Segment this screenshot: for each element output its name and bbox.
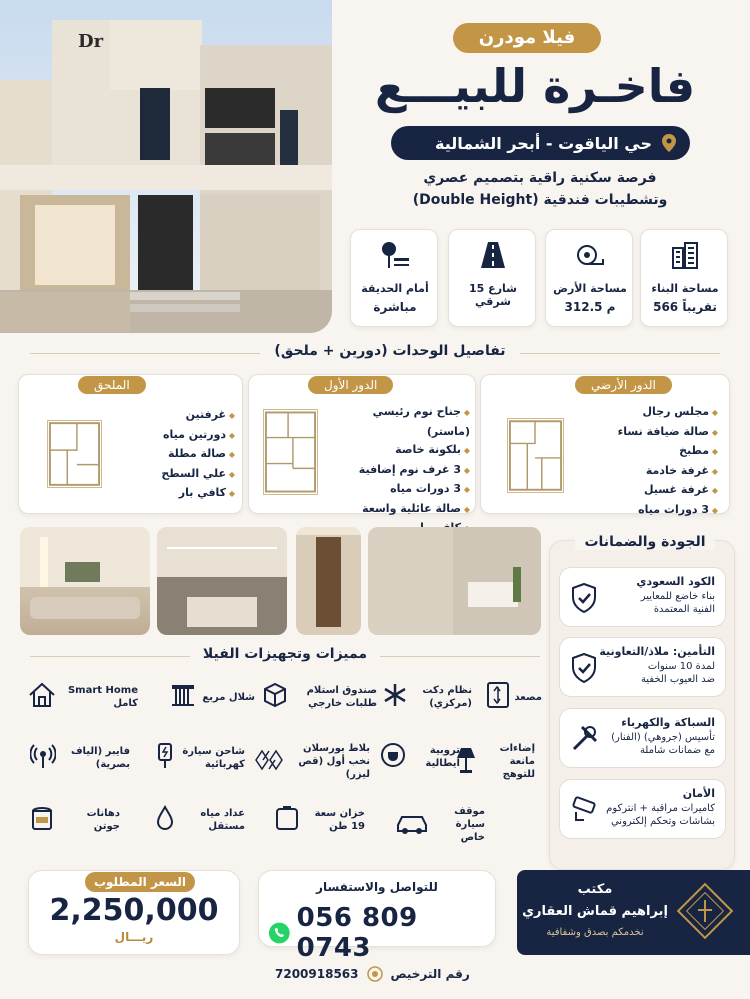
feature-text: خزان سعة 19 طن (314, 808, 365, 832)
price-value: 2,250,000 (49, 893, 219, 928)
shield-check-icon (570, 582, 598, 618)
stat-card (640, 229, 728, 327)
quality-card-line: كاميرات مراقبة + انتركوم (606, 803, 715, 814)
living-room-photo (20, 527, 150, 635)
unit-list-item: ◆ بلكونة خاصة (330, 441, 470, 461)
page-title: فاخـرة للبيـــع (374, 59, 696, 113)
water-drop-icon (155, 805, 175, 835)
unit-list-ground (588, 403, 718, 520)
waterfall-icon (170, 682, 196, 712)
villa-photo (0, 0, 332, 333)
phone-number-link[interactable] (268, 903, 490, 963)
unit-list-annex (140, 406, 235, 504)
floor-plan-first (263, 409, 318, 495)
stat-label: مساحة البناء (651, 282, 719, 295)
units-heading-note: (دورين + ملحق) (274, 343, 388, 359)
feature-text: مصعد (514, 691, 542, 703)
bathroom-photo (368, 527, 541, 635)
quality-card (559, 567, 726, 627)
quality-card-line: لمدة 10 سنوات (647, 661, 715, 672)
feature-text: إضاءات مانعة للتوهج (499, 743, 535, 780)
tank-icon (275, 805, 299, 835)
box-icon (262, 682, 288, 712)
quality-card (559, 637, 726, 697)
license-seal-icon (367, 966, 383, 982)
units-heading-line-right (520, 353, 720, 354)
unit-title-first: الدور الأول (308, 376, 393, 394)
description-line-1: فرصة سكنية راقية بتصميم عصري (423, 170, 657, 186)
unit-list-item: ◆ مجلس رجال (588, 403, 718, 423)
quality-card (559, 779, 726, 839)
location-text: حي الياقوت - أبحر الشمالية (435, 133, 652, 153)
feature-text: صندوق استلام طلبات خارجي (306, 685, 377, 709)
unit-list-item: ◆ صالة عائلية واسعة (330, 500, 470, 520)
feature-text: شاحن سيارة كهربائية (182, 746, 245, 770)
location-bar (391, 126, 690, 160)
feature-item (382, 682, 472, 712)
unit-list-first (330, 403, 470, 539)
elevator-icon (487, 682, 509, 712)
feature-item (30, 805, 120, 835)
feature-text: موقف سيارة خاص (454, 806, 485, 843)
quality-card-title: الكود السعودي (636, 575, 715, 588)
unit-list-item: ◆ 3 دورات مياه (588, 501, 718, 521)
feature-item (165, 682, 255, 712)
office-line-3: نخدمكم بصدق وشفافية (546, 927, 644, 938)
feature-text: دهانات جوتن (86, 808, 120, 832)
unit-list-item: ◆ صالة ضيافة نساء (588, 423, 718, 443)
unit-list-item: ◆ غرفة خادمة (588, 462, 718, 482)
stat-value: مباشرة (373, 300, 417, 314)
office-logo (674, 880, 736, 942)
features-line-left (30, 656, 190, 657)
kitchen-photo (157, 527, 287, 635)
quality-card-line: مع ضمانات شاملة (639, 745, 715, 756)
buildings-icon (641, 240, 729, 274)
road-icon (449, 240, 537, 274)
features-heading: مميزات وتجهيزات الفيلا (202, 646, 368, 662)
feature-item (275, 805, 365, 835)
charger-icon (155, 742, 175, 774)
units-heading-line-left (30, 353, 260, 354)
contact-label: للتواصل والاستفسار (316, 880, 438, 894)
unit-title-annex: الملحق (78, 376, 146, 394)
shield-check-icon (570, 652, 598, 688)
car-icon (395, 811, 429, 839)
feature-item (255, 742, 370, 781)
paint-bucket-icon (30, 805, 54, 835)
whatsapp-icon (268, 921, 291, 945)
phone-number: 056 809 0743 (296, 903, 418, 963)
description-line-2: (Double Height) وتشطيبات فندقية (412, 192, 668, 208)
stat-card (448, 229, 536, 327)
location-pin-icon (662, 134, 676, 152)
unit-list-item: ◆ 3 دورات مياه (330, 480, 470, 500)
quality-card-title: السباكة والكهرباء (621, 716, 715, 729)
feature-text: عداد مياه مستقل (200, 808, 245, 832)
unit-title-ground: الدور الأرضي (575, 376, 672, 394)
toilet-icon (380, 742, 406, 772)
feature-text: تروبية ايطالية (425, 745, 460, 769)
unit-list-item: ◆ غرفتين (140, 406, 235, 426)
stat-card (545, 229, 633, 327)
quality-card-line: الفنية المعتمدة (653, 604, 715, 615)
svg-text:Dr: Dr (78, 31, 104, 52)
unit-list-item: ◆ صالة مطلة (140, 445, 235, 465)
quality-card (559, 708, 726, 768)
floor-plan-annex (47, 420, 102, 488)
feature-text: Smart Home كامل (67, 685, 138, 709)
feature-text: بلاط بورسلان نخب أول (قص ليزر) (298, 743, 370, 780)
unit-list-item: ◆ دورتين مياه (140, 426, 235, 446)
quality-heading: الجودة والضمانات (575, 534, 715, 550)
price-currency: ريـــال (114, 930, 154, 944)
feature-text: شلال مربع (202, 691, 255, 703)
quality-card-title: الأمان (682, 787, 715, 800)
units-heading (260, 343, 520, 359)
license-number: 7200918563 (275, 967, 359, 981)
office-line-1: مكتب (577, 882, 613, 897)
tree-bench-icon (351, 240, 439, 274)
feature-item (262, 682, 377, 712)
feature-item (28, 682, 138, 712)
quality-card-title: التأمين: ملاذ/التعاونية (599, 645, 715, 658)
fiber-icon (30, 742, 56, 774)
measuring-tape-icon (546, 240, 634, 274)
license-row (275, 966, 485, 982)
feature-item (30, 742, 130, 774)
hallway-photo (296, 527, 361, 635)
floor-plan-ground (507, 418, 564, 493)
feature-text: فايبر (الياف بصرية) (70, 746, 130, 770)
stat-label: أمام الحديقة (361, 282, 429, 295)
office-line-2: إبراهيم قماش العقاري (522, 904, 668, 919)
unit-list-item: ◆ كافي بار (140, 484, 235, 504)
unit-list-item: ◆ علي السطح (140, 465, 235, 485)
features-line-right (380, 656, 540, 657)
camera-icon (570, 794, 602, 826)
stat-value: 312.5 م (564, 300, 616, 314)
feature-item (395, 805, 485, 844)
license-label: رقم الترخيص (390, 967, 470, 981)
price-label: السعر المطلوب (85, 872, 195, 892)
unit-list-item: ◆ 3 غرف نوم إضافية (330, 461, 470, 481)
feature-item (155, 805, 245, 835)
stat-card (350, 229, 438, 327)
stat-value: 566 تقريباً (653, 300, 717, 314)
quality-card-line: تأسيس (جروهي) (الفنار) (611, 732, 715, 743)
quality-card-line: ضد العيوب الخفية (640, 674, 715, 685)
quality-card-line: بناء خاضع للمعايير (640, 591, 715, 602)
tiles-icon (255, 749, 283, 775)
stat-label: مساحة الأرض (553, 282, 627, 295)
stat-label: شارع 15 شرقي (469, 282, 517, 308)
feature-item (482, 682, 542, 712)
feature-item (380, 742, 460, 772)
villa-type-tag: فيلا مودرن (453, 23, 601, 53)
units-heading-text: تفاصيل الوحدات (392, 343, 506, 359)
feature-item (155, 742, 245, 774)
quality-card-line: بشاشات وتحكم إلكتروني (610, 816, 715, 827)
unit-list-item: ◆ جناح نوم رئيسي (ماستر) (330, 403, 470, 441)
feature-item (455, 742, 535, 781)
feature-text: نظام دكت (مركزي) (422, 685, 472, 709)
unit-list-item: ◆ غرفة غسيل (588, 481, 718, 501)
unit-list-item: ◆ مطبخ (588, 442, 718, 462)
smart-home-icon (28, 682, 56, 712)
snowflake-icon (382, 682, 408, 712)
tools-icon (570, 723, 600, 757)
